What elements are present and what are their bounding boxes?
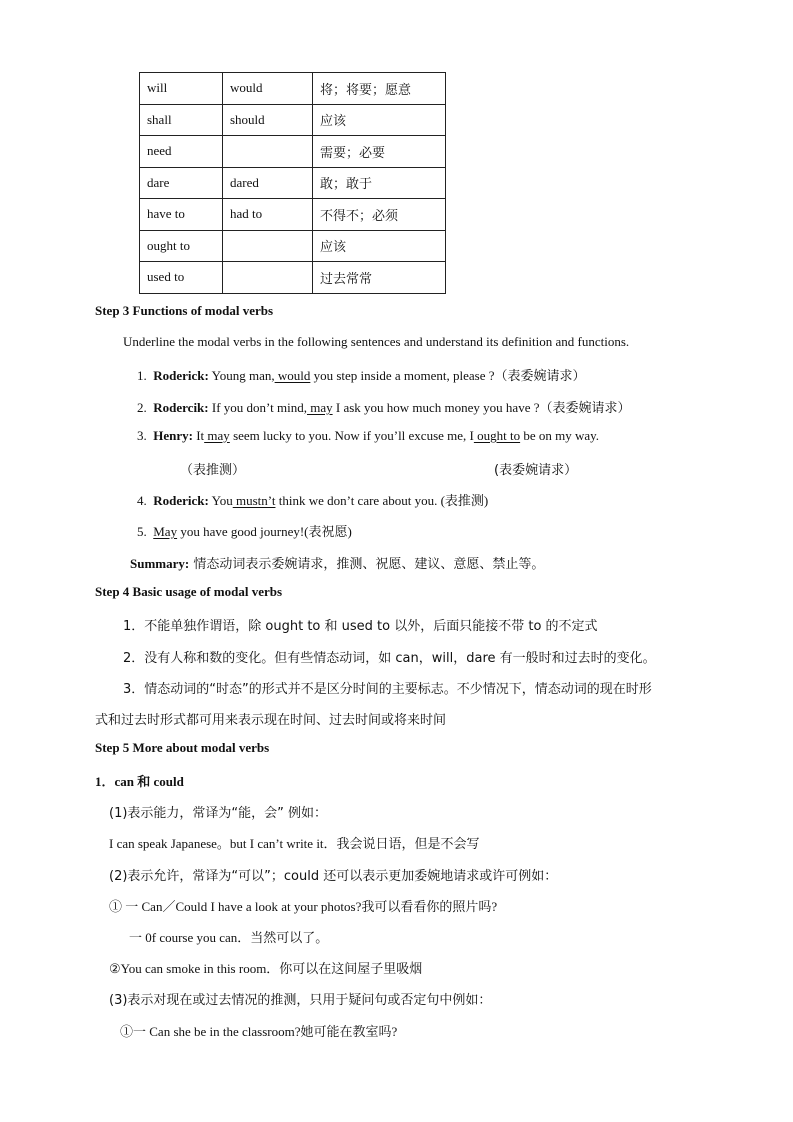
step4-point-1: 1．不能单独作谓语，除 ought to 和 used to 以外，后面只能接不带 to 的不定式 (123, 619, 598, 634)
sentence-3-note-right: (表委婉请求） (494, 463, 578, 478)
modal-present-cell: have to (140, 199, 223, 231)
meaning-cell: 需要；必要 (313, 136, 446, 168)
can-line-6: ②You can smoke in this room．你可以在这间屋子里吸烟 (109, 961, 423, 976)
can-line-3: (2)表示允许，常译为“可以”；could 还可以表示更加委婉地请求或许可例如： (109, 869, 558, 884)
modal-present-cell: shall (140, 104, 223, 136)
modal-past-cell: should (223, 104, 313, 136)
can-line-1: (1)表示能力，常译为“能，会” 例如： (109, 806, 328, 821)
modal-past-cell: would (223, 73, 313, 105)
meaning-cell: 应该 (313, 230, 446, 262)
subheading-can-could: 1．can 和 could (95, 774, 184, 789)
sentence-4: 4. Roderick: You mustn’t think we don’t care about you. (表推测) (137, 493, 489, 508)
modal-verbs-table (139, 72, 446, 294)
meaning-cell: 敢；敢于 (313, 167, 446, 199)
can-line-2: I can speak Japanese。but I can’t write it．我会说日语，但是不会写 (109, 836, 480, 851)
can-line-4: ① 一 Can／Could I have a look at your photos?我可以看看你的照片吗? (109, 899, 498, 914)
modal-past-cell: dared (223, 167, 313, 199)
table-row (140, 230, 446, 262)
step3-heading: Step 3 Functions of modal verbs (95, 303, 274, 318)
modal-past-cell (223, 230, 313, 262)
meaning-cell: 应该 (313, 104, 446, 136)
sentence-2: 2. Rodercik: If you don’t mind, may I ask you how much money you have ?（表委婉请求） (137, 400, 631, 415)
modal-past-cell (223, 262, 313, 294)
meaning-cell: 将；将要；愿意 (313, 73, 446, 105)
modal-past-cell (223, 136, 313, 168)
step3-instruction: Underline the modal verbs in the following sentences and understand its definition and functions. (123, 334, 630, 349)
can-line-5: 一 0f course you can．当然可以了。 (129, 930, 329, 945)
sentence-1: 1. Roderick: Young man, would you step inside a moment, please ?（表委婉请求） (137, 368, 586, 383)
step4-point-3-cont: 式和过去时形式都可用来表示现在时间、过去时间或将来时间 (95, 713, 447, 728)
can-line-7: (3)表示对现在或过去情况的推测，只用于疑问句或否定句中例如： (109, 993, 492, 1008)
step4-point-2: 2．没有人称和数的变化。但有些情态动词，如 can，will，dare 有一般时和过去时的变化。 (123, 651, 656, 666)
sentence-3: 3. Henry: It may seem lucky to you. Now if you’ll excuse me, I ought to be on my way. (137, 428, 600, 443)
sentence-5: 5. May you have good journey!(表祝愿) (137, 524, 352, 539)
table-row (140, 104, 446, 136)
table-row (140, 199, 446, 231)
table-row (140, 262, 446, 294)
table-row (140, 73, 446, 105)
modal-past-cell: had to (223, 199, 313, 231)
can-line-8: ①一 Can she be in the classroom?她可能在教室吗? (120, 1024, 398, 1039)
summary: Summary: 情态动词表示委婉请求，推测、祝愿、建议、意愿、禁止等。 (130, 556, 545, 572)
table-row (140, 167, 446, 199)
step5-heading: Step 5 More about modal verbs (95, 740, 270, 755)
step4-heading: Step 4 Basic usage of modal verbs (95, 584, 283, 599)
step4-point-3: 3．情态动词的“时态”的形式并不是区分时间的主要标志。不少情况下，情态动词的现在时形 (123, 682, 652, 697)
modal-present-cell: ought to (140, 230, 223, 262)
meaning-cell: 过去常常 (313, 262, 446, 294)
modal-present-cell: will (140, 73, 223, 105)
sentence-3-note-left: （表推测） (180, 463, 246, 478)
meaning-cell: 不得不；必须 (313, 199, 446, 231)
modal-present-cell: used to (140, 262, 223, 294)
modal-present-cell: need (140, 136, 223, 168)
table-row (140, 136, 446, 168)
modal-present-cell: dare (140, 167, 223, 199)
